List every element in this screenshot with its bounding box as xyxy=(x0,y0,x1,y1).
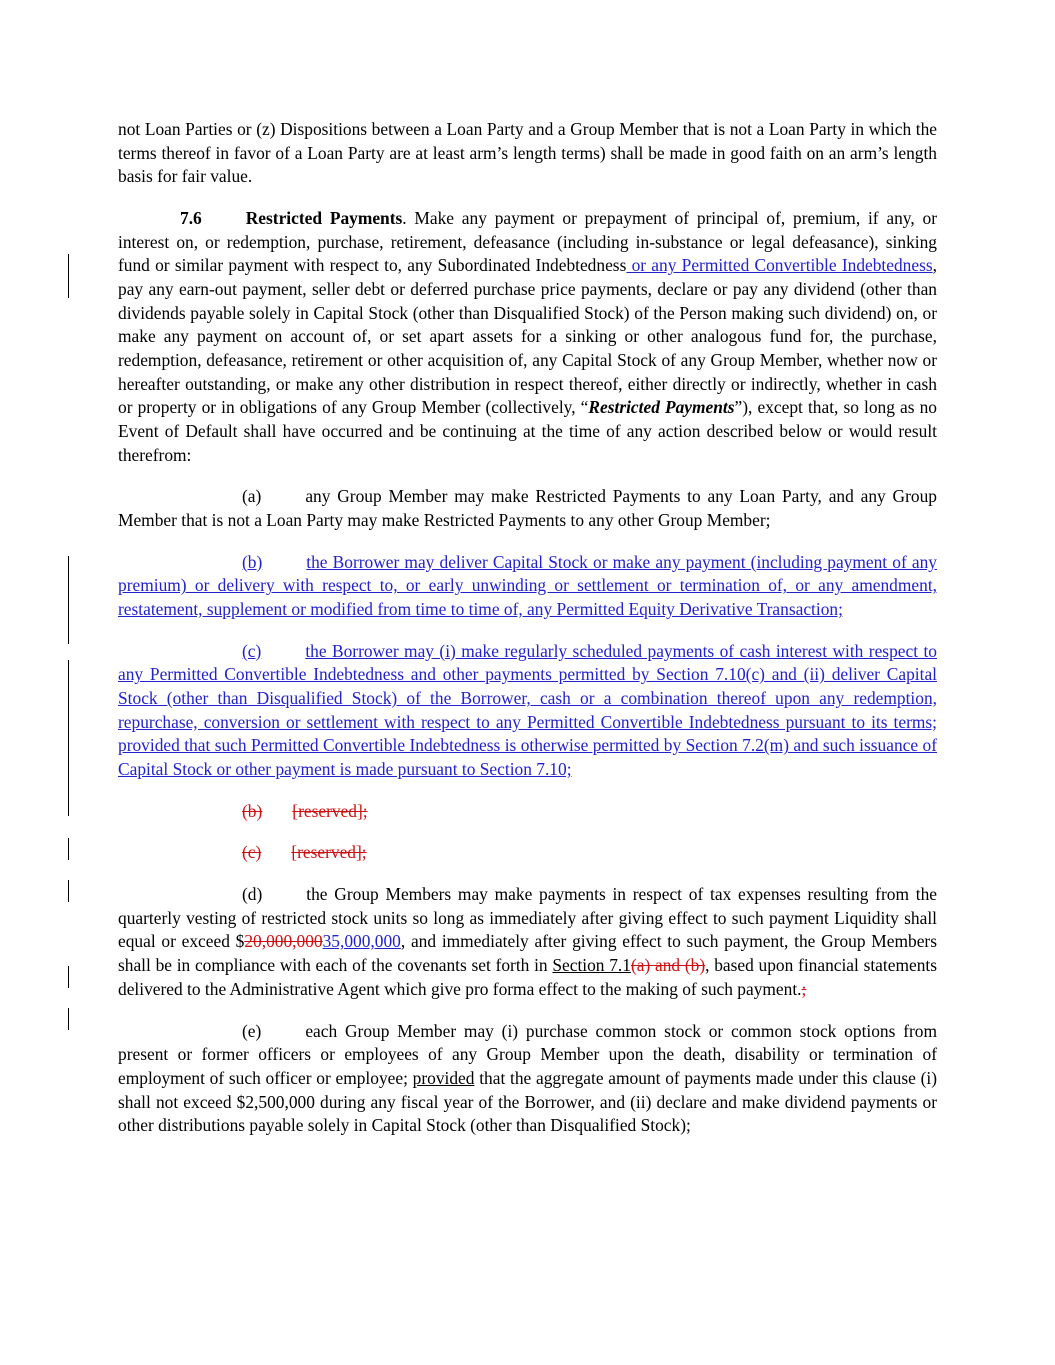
clause-a xyxy=(118,485,937,532)
clause-label: (d) xyxy=(242,884,263,905)
change-bar xyxy=(68,254,69,298)
clause-text-3: , based upon financial statements delivered to the Administrative Agent which give pro forma effect to the making of such payment. xyxy=(118,955,937,999)
deleted-section-subrefs: (a) and (b) xyxy=(630,955,706,976)
clause-text: the Borrower may (i) make regularly scheduled payments of cash interest with respect to any Permitted Convertible Indebtedness and other payments permitted by Section 7.10(c) and (ii) deliver Capital Stock (other than Disqualified Stock) of the Borrower, cash or a combination thereof upon any redemption, repurchase, conversion or settlement with respect to any Permitted Convertible Indebtedness pursuant to its terms; provided that such Permitted Convertible Indebtedness is otherwise permitted by Section 7.2(m) and such issuance of Capital Stock or other payment is made pursuant to Section 7.10; xyxy=(118,640,937,780)
deleted-amount: 20,000,000 xyxy=(244,931,323,952)
insertion-permitted-convertible-indebtedness: or any Permitted Convertible Indebtedness xyxy=(626,255,933,276)
paragraph-continuation xyxy=(118,118,937,189)
change-bar xyxy=(68,838,69,860)
change-bar xyxy=(68,966,69,988)
clause-b-deleted xyxy=(118,800,937,824)
clause-e xyxy=(118,1020,937,1138)
clause-text-2: that the aggregate amount of payments made under this clause (i) shall not exceed $2,500,000 during any fiscal year of the Borrower, and (ii) declare and make dividend payments or other distributions payable solely in Capital Stock (other than Disqualified Stock); xyxy=(118,1067,937,1136)
clause-label: (b) xyxy=(242,800,263,821)
section-heading: Restricted Payments xyxy=(245,208,403,229)
change-bar xyxy=(68,556,69,644)
section-reference: Section 7.1 xyxy=(552,955,631,976)
clause-text-1: each Group Member may (i) purchase common stock or common stock options from present or former officers or employees of any Group Member upon the death, disability or termination of employment of such officer or employee; xyxy=(118,1020,937,1088)
change-bar xyxy=(68,880,69,902)
inserted-amount: 35,000,000 xyxy=(322,931,401,952)
clause-b-inserted xyxy=(118,551,937,622)
section-7-6 xyxy=(118,207,937,467)
change-bar xyxy=(68,660,69,816)
defined-term-restricted-payments: Restricted Payments xyxy=(588,397,735,418)
clause-c-deleted xyxy=(118,841,937,865)
clause-label: (e) xyxy=(242,1020,262,1041)
clause-label: (c) xyxy=(242,640,262,661)
change-bar xyxy=(68,1008,69,1030)
section-text-2: , pay any earn-out payment, seller debt or deferred purchase price payments, declare or pay any dividend (other than dividends payable solely in Capital Stock (other than Disqualified Stock) of the Person making such dividend) on, or make any payment on account of, or set apart assets for a sinking or other analogous fund for, the purchase, redemption, defeasance, retirement or other acquisition of, any Capital Stock of any Group Member, whether now or hereafter outstanding, or make any other distribution in respect thereof, either directly or indirectly, whether in cash or property or in obligations of any Group Member (collectively, “ xyxy=(118,255,937,418)
clause-text: [reserved]; xyxy=(291,842,367,863)
document-body xyxy=(118,118,937,1138)
clause-text: [reserved]; xyxy=(292,800,368,821)
clause-d xyxy=(118,883,937,1001)
section-number: 7.6 xyxy=(180,208,202,229)
clause-text-1: the Group Members may make payments in respect of tax expenses resulting from the quarterly vesting of restricted stock units so long as immediately after giving effect to such payment Liquidity shall equal or exceed $ xyxy=(118,884,937,952)
clause-label: (a) xyxy=(242,486,262,507)
section-text-3: ”), except that, so long as no Event of Default shall have occurred and be continuing at the time of any action described below or would result therefrom: xyxy=(118,397,938,465)
provided-emphasis: provided xyxy=(412,1067,475,1088)
clause-label: (b) xyxy=(242,551,263,572)
paragraph-text: not Loan Parties or (z) Dispositions between a Loan Party and a Group Member that is not a Loan Party in which the terms thereof in favor of a Loan Party are at least arm’s length terms) shall be made in good faith on an arm’s length basis for fair value. xyxy=(118,119,937,187)
deleted-semicolon: ; xyxy=(801,978,807,999)
section-text-1: . Make any payment or prepayment of principal of, premium, if any, or interest on, or redemption, purchase, retirement, defeasance (including in-substance or legal defeasance), sinking fund or similar payment with respect to, any Subordinated Indebtedness xyxy=(118,208,937,276)
clause-text-2: , and immediately after giving effect to such payment, the Group Members shall be in compliance with each of the covenants set forth in xyxy=(118,931,937,976)
clause-label: (c) xyxy=(242,842,262,863)
clause-text: the Borrower may deliver Capital Stock or make any payment (including payment of any premium) or delivery with respect to, or early unwinding or settlement or termination of, or any amendment, restatement, supplement or modified from time to time of, any Permitted Equity Derivative Transaction; xyxy=(118,551,937,620)
clause-c-inserted xyxy=(118,640,937,782)
clause-text: any Group Member may make Restricted Payments to any Loan Party, and any Group Member that is not a Loan Party may make Restricted Payments to any other Group Member; xyxy=(118,486,937,531)
